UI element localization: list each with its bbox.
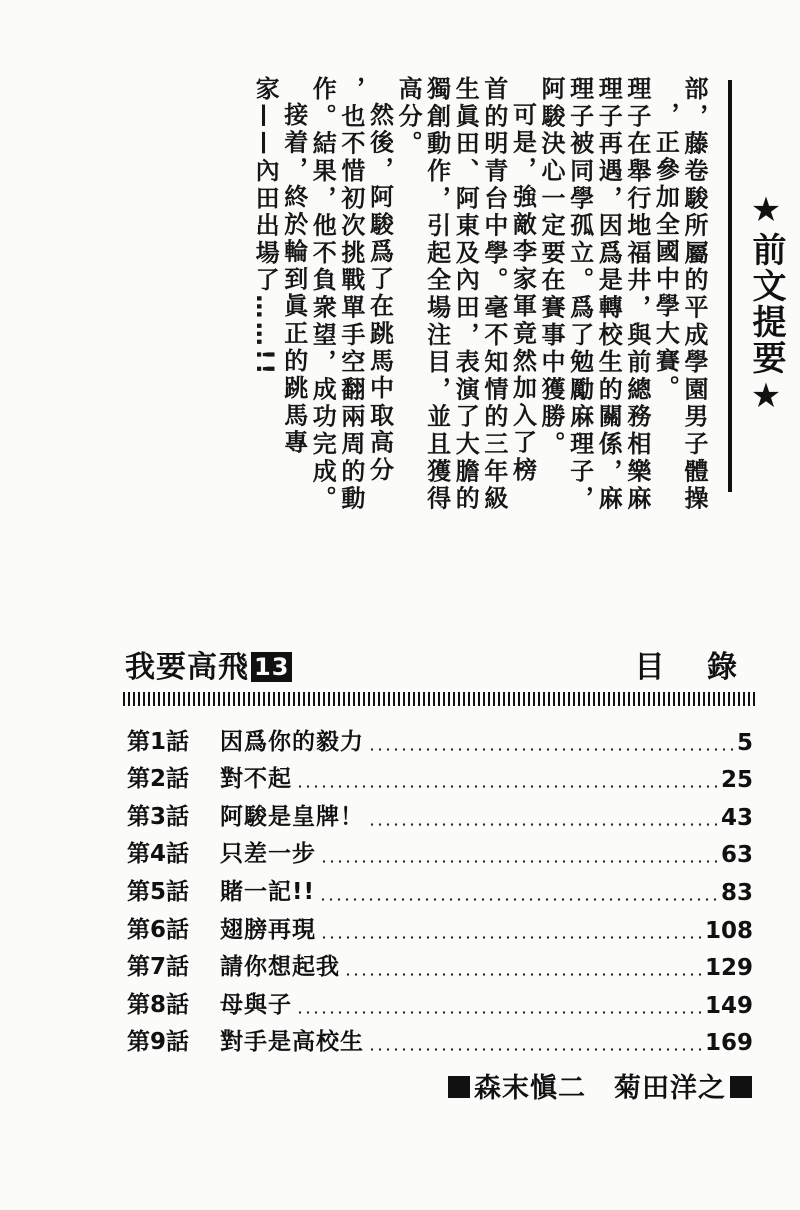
page-number: 169 bbox=[704, 1030, 753, 1057]
toc-row[interactable] bbox=[127, 944, 753, 982]
volume-badge: 13 bbox=[251, 652, 292, 682]
dot-leader bbox=[296, 785, 717, 788]
toc-header bbox=[125, 640, 753, 685]
toc-row[interactable] bbox=[127, 981, 753, 1019]
chapter-title: 請你想起我 bbox=[220, 954, 340, 981]
chapter-number: 第4話 bbox=[127, 841, 190, 868]
dot-leader bbox=[320, 936, 701, 939]
synopsis-line: 生眞田、阿東及內田，表演了大膽的 bbox=[451, 76, 480, 513]
toc-row[interactable] bbox=[127, 1019, 753, 1057]
synopsis-line: 高分。 bbox=[394, 76, 423, 158]
toc-row[interactable] bbox=[127, 718, 753, 756]
page-number: 43 bbox=[720, 804, 753, 831]
chapter-number: 第3話 bbox=[127, 803, 190, 830]
square-bullet-icon bbox=[730, 1076, 752, 1098]
synopsis-line: 理子被同學孤立。爲了勉勵麻理子， bbox=[565, 76, 594, 513]
chapter-title: 只差一步 bbox=[220, 841, 316, 868]
page-number: 83 bbox=[720, 879, 753, 906]
page-number: 5 bbox=[736, 729, 753, 756]
dot-leader bbox=[368, 1048, 701, 1051]
chapter-number: 第9話 bbox=[127, 1029, 190, 1056]
synopsis-line: ，正參加全國中學大賽。 bbox=[651, 102, 680, 403]
page-number: 149 bbox=[704, 992, 753, 1019]
chapter-title: 對不起 bbox=[220, 766, 292, 793]
chapter-title: 賭一記!! bbox=[220, 878, 315, 905]
synopsis-line: 然後，阿駿爲了在跳馬中取高分 bbox=[365, 102, 394, 485]
chapter-title: 對手是高校生 bbox=[220, 1029, 364, 1056]
chapter-number: 第5話 bbox=[127, 878, 190, 905]
toc-row[interactable] bbox=[127, 906, 753, 944]
page-number: 108 bbox=[704, 917, 753, 944]
chapter-number: 第1話 bbox=[127, 728, 190, 755]
credits-text: 森末愼二 菊田洋之 bbox=[474, 1073, 726, 1104]
synopsis-line: 理子在舉行地福井，與前總務相樂麻 bbox=[622, 76, 651, 513]
synopsis-line: 家——內田出場了……!! bbox=[251, 76, 280, 378]
synopsis-line: 理子再遇，因爲是轉校生的關係，麻 bbox=[594, 76, 623, 513]
synopsis-line: 可是，強敵李家軍竟然加入了榜 bbox=[508, 102, 537, 485]
book-title-text: 我要高飛 bbox=[125, 650, 249, 685]
chapter-number: 第6話 bbox=[127, 916, 190, 943]
chapter-number: 第8話 bbox=[127, 991, 190, 1018]
square-bullet-icon bbox=[448, 1076, 470, 1098]
page-number: 25 bbox=[720, 767, 753, 794]
toc-row[interactable] bbox=[127, 793, 753, 831]
synopsis-heading: ★前文提要★ bbox=[746, 190, 786, 418]
dot-leader bbox=[320, 860, 717, 863]
dot-leader bbox=[319, 898, 717, 901]
toc-row[interactable] bbox=[127, 868, 753, 906]
dot-leader bbox=[296, 1011, 701, 1014]
synopsis-line: 作。結果，他不負衆望，成功完成。 bbox=[308, 76, 337, 513]
page-number: 129 bbox=[704, 955, 753, 982]
chapter-number: 第7話 bbox=[127, 954, 190, 981]
synopsis-line: 首的明青台中學。毫不知情的三年級 bbox=[479, 76, 508, 513]
synopsis-line: 獨創動作，引起全場注目，並且獲得 bbox=[422, 76, 451, 513]
toc-row[interactable] bbox=[127, 831, 753, 869]
synopsis-line: 接着，終於輪到眞正的跳馬專 bbox=[279, 102, 308, 457]
synopsis-heading-box bbox=[728, 80, 790, 492]
book-title bbox=[125, 642, 292, 686]
dot-leader bbox=[344, 973, 701, 976]
synopsis-text bbox=[251, 76, 709, 516]
chapter-title: 母與子 bbox=[220, 991, 292, 1018]
chapter-title: 阿駿是皇牌！ bbox=[220, 803, 364, 830]
chapter-title: 因爲你的毅力 bbox=[220, 728, 364, 755]
synopsis-line: ，也不惜初次挑戰單手空翻兩周的動 bbox=[336, 76, 365, 513]
chapter-number: 第2話 bbox=[127, 766, 190, 793]
toc-row[interactable] bbox=[127, 756, 753, 794]
toc-label: 目 錄 bbox=[634, 650, 753, 685]
synopsis-line: 阿駿決心一定要在賽事中獲勝。 bbox=[537, 76, 566, 459]
page-number: 63 bbox=[720, 842, 753, 869]
synopsis-line: 部，藤卷駿所屬的平成學園男子體操 bbox=[680, 76, 708, 513]
credits bbox=[448, 1066, 752, 1105]
dot-leader bbox=[368, 748, 733, 751]
dot-leader bbox=[368, 823, 717, 826]
chapter-title: 翅膀再現 bbox=[220, 916, 316, 943]
decorative-rule bbox=[123, 692, 756, 706]
toc-list bbox=[127, 718, 753, 1056]
